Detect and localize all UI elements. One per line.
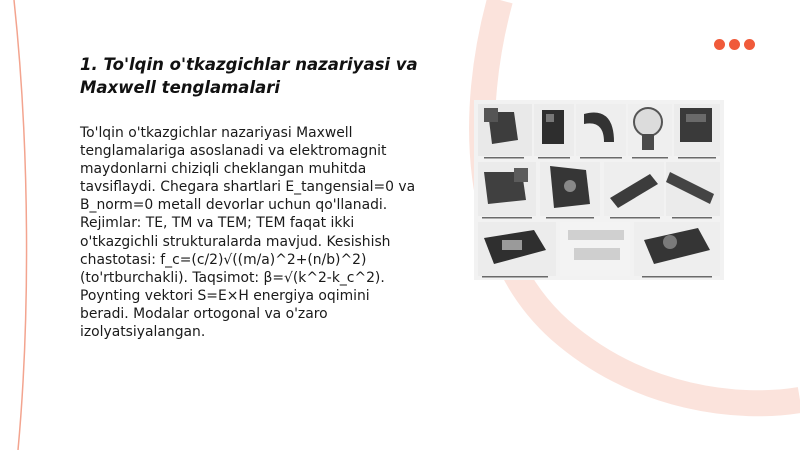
slide-body-text: To'lqin o'tkazgichlar nazariyasi Maxwell tenglamalariga asoslanadi va elektromagnit maydonlarni chiziqli cheklangan muhitda tavsiflaydi. Chegara shartlari E_tangensial=0 va B_norm=0 metall devorlar uchun qo'llanadi. Rejimlar: TE, TM va TEM; TEM faqat ikki o'tkazgichli strukturalarda mavjud. Kesishish chastotasi: f_c=(c/2)√((m/a)^2+(n/b)^2) (to'rtburchakli). Taqsimot: β=√(k^2-k_c^2). Poynting vektori S=E×H energiya oqimini beradi. Modalar ortogonal va o'zaro izolyatsiyalangan. (80, 125, 416, 341)
waveguide-part-6 (478, 162, 536, 216)
waveguide-part-3 (576, 104, 626, 156)
decorative-arc-thin (14, 0, 27, 450)
waveguide-part-9 (666, 162, 720, 216)
waveguide-part-4 (628, 104, 672, 156)
waveguide-part-7 (540, 162, 600, 216)
waveguide-part-8 (604, 162, 664, 216)
waveguide-photo-icon (474, 100, 724, 280)
dot-icon (729, 39, 740, 50)
waveguide-part-2 (534, 104, 574, 156)
waveguide-components-image (474, 100, 724, 280)
waveguide-part-1 (478, 104, 532, 156)
slide-title: 1. To'lqin o'tkazgichlar nazariyasi va Maxwell tenglamalari (80, 55, 418, 97)
waveguide-part-12 (634, 222, 720, 276)
waveguide-part-5 (674, 104, 720, 156)
decorative-dots (714, 39, 755, 50)
waveguide-part-10 (478, 222, 556, 276)
waveguide-part-11 (560, 222, 630, 276)
dot-icon (714, 39, 725, 50)
dot-icon (744, 39, 755, 50)
